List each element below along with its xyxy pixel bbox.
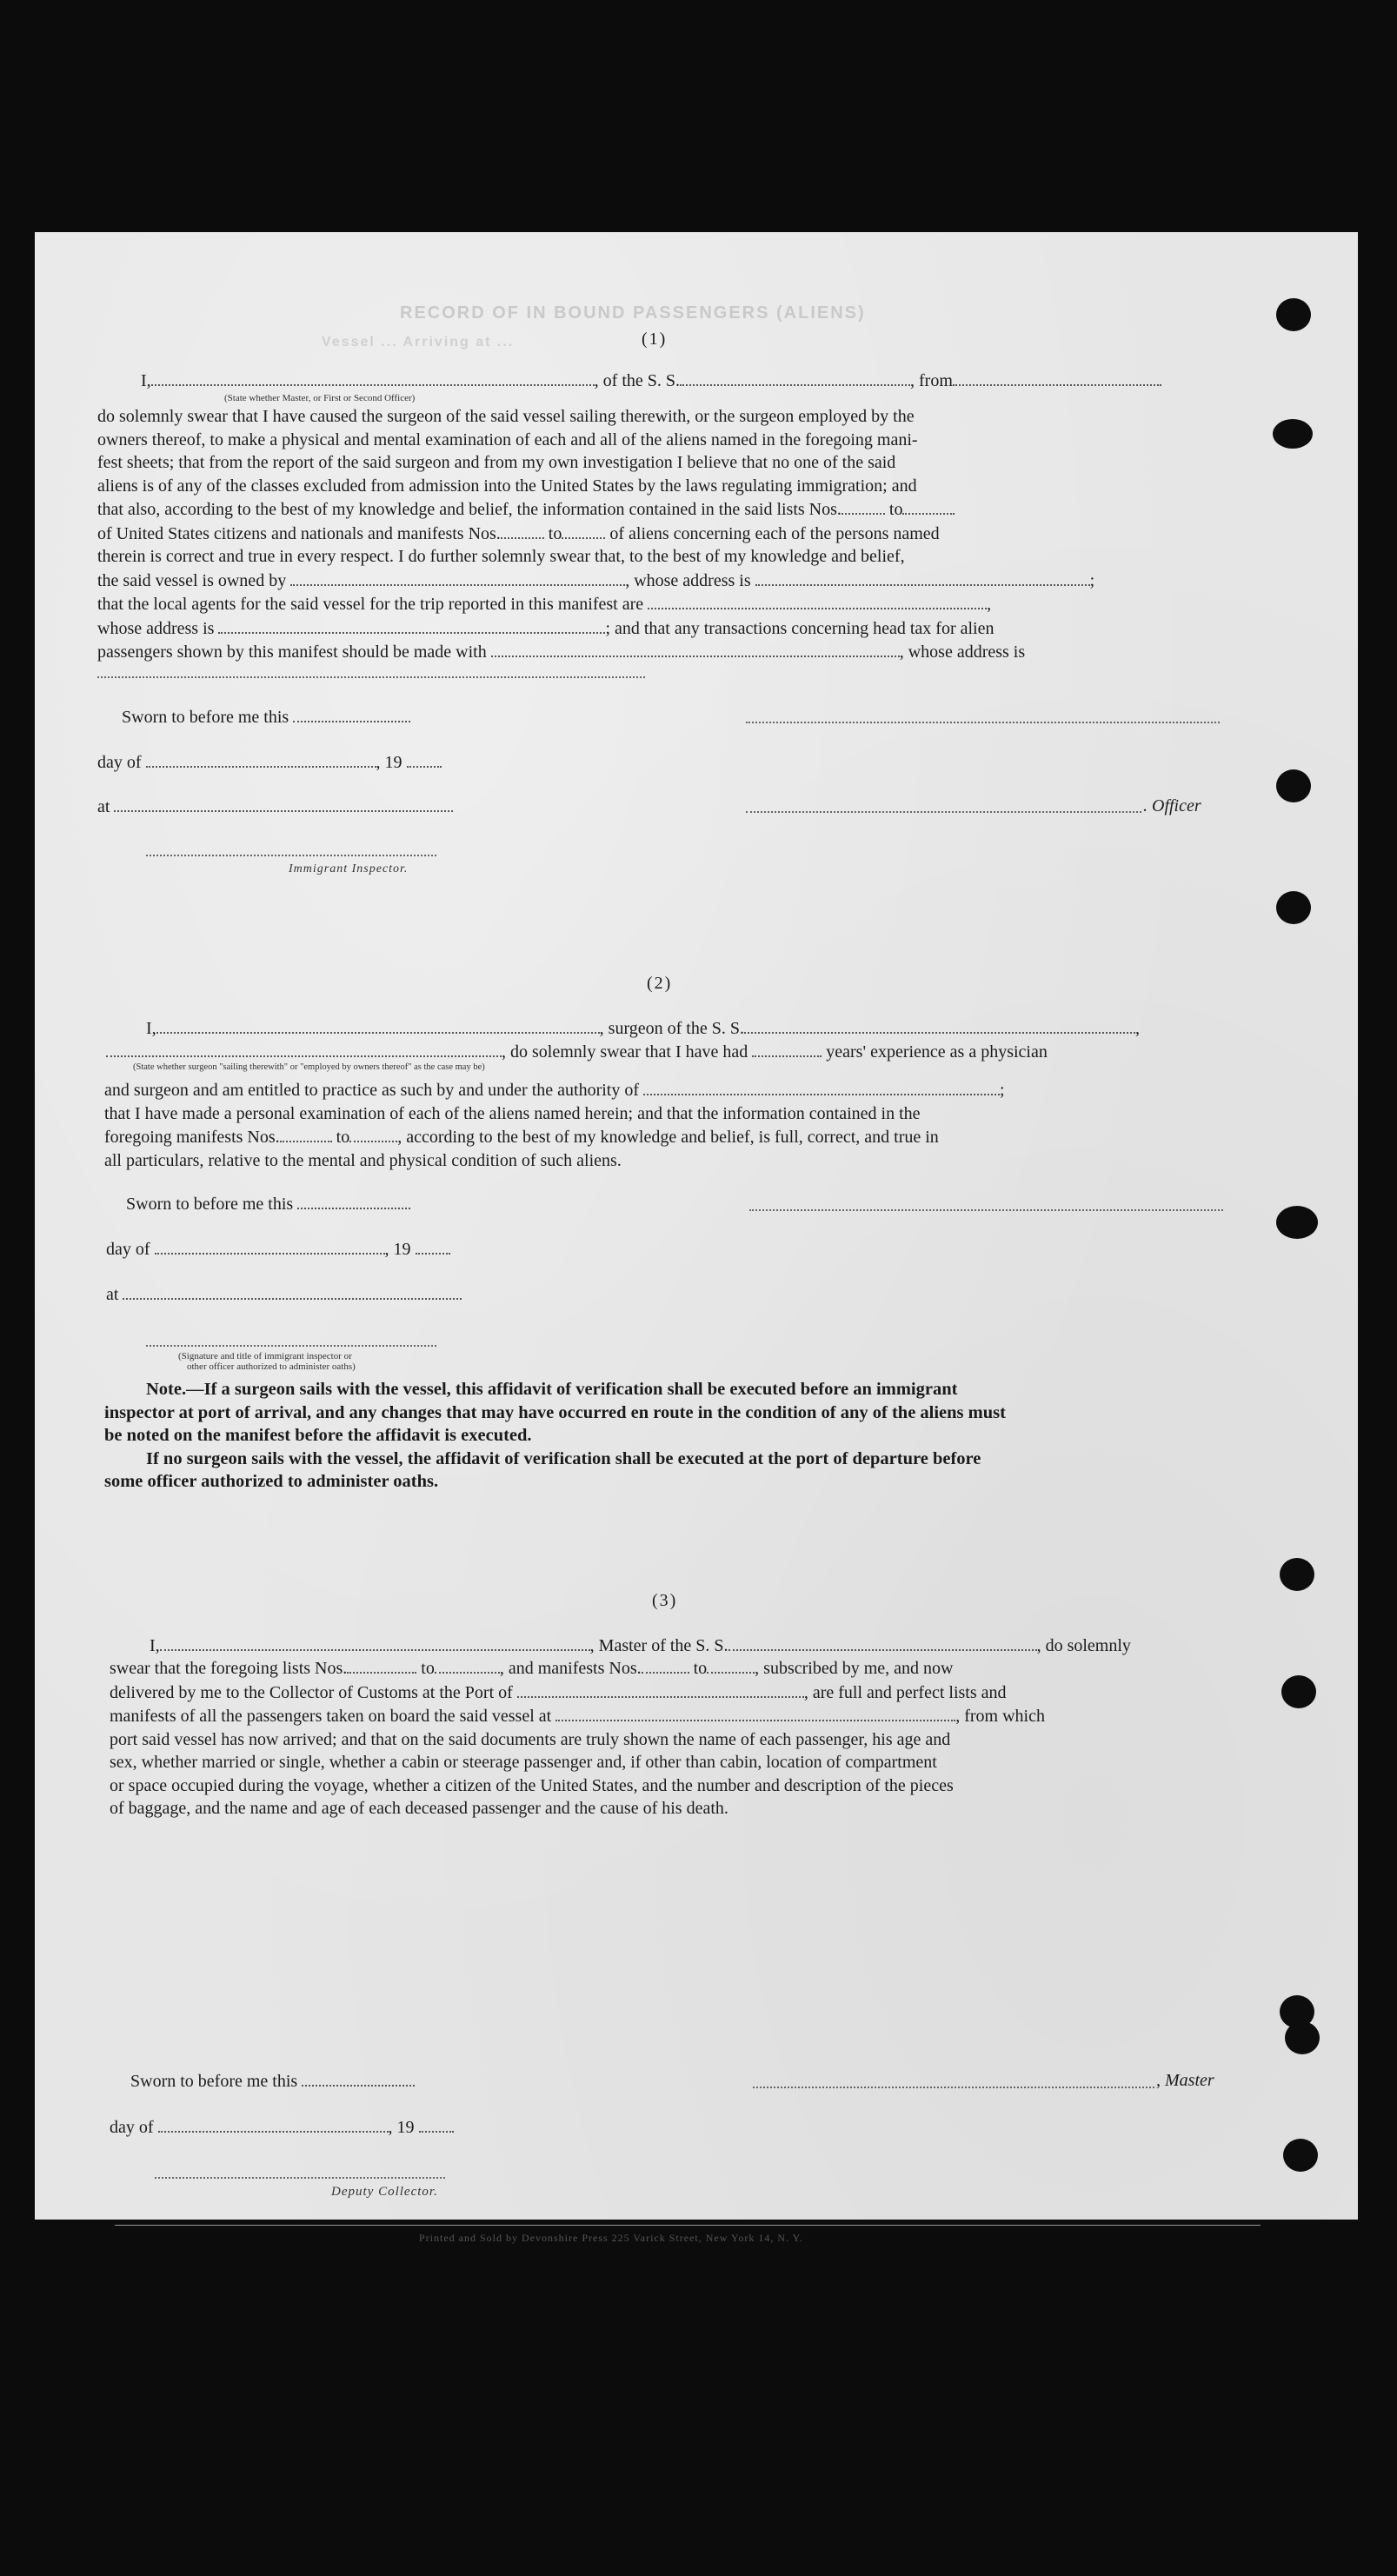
s2-note (104, 1378, 1256, 1494)
s2-p4: all particulars, relative to the mental and physical condition of such aliens. (104, 1150, 622, 1170)
s2-line2: , do solemnly swear that I have had years' experience as a physician (106, 1040, 1048, 1063)
s3-paragraph (110, 1656, 1259, 1821)
s2-note-3: be noted on the manifest before the affidavit is executed. (104, 1426, 532, 1445)
s1-line1 (141, 369, 1161, 392)
punch-hole (1280, 1558, 1314, 1591)
section-1-number: (1) (642, 329, 668, 349)
s1-p2: owners thereof, to make a physical and mental examination of each and all of the aliens named in the foregoing mani- (97, 429, 918, 449)
s2-p2: that I have made a personal examination of each of the aliens named herein; and that the information contained in the (104, 1103, 921, 1123)
s3-sworn: Sworn to before me this (130, 2069, 415, 2093)
s2-p1: and surgeon and am entitled to practice as such by and under the authority of ; (104, 1078, 1256, 1102)
s3-day: day of , 19 (110, 2115, 454, 2139)
punch-hole (1281, 1675, 1316, 1708)
s2-sworn: Sworn to before me this (126, 1192, 410, 1215)
s1-i: I, (141, 371, 151, 390)
s1-p4: aliens is of any of the classes excluded from admission into the United States by the laws regulating immigration; and (97, 476, 917, 496)
s1-officer: . Officer (1143, 796, 1201, 815)
s2-note-4: If no surgeon sails with the vessel, the affidavit of verification shall be executed at the port of departure before (146, 1448, 981, 1468)
s3-deputy: Deputy Collector. (331, 2185, 438, 2199)
s1-caption: (State whether Master, or First or Second Officer) (224, 393, 416, 403)
s2-day: day of , 19 (106, 1237, 450, 1261)
s1-sworn: Sworn to before me this (122, 705, 410, 729)
s1-p3: fest sheets; that from the report of the said surgeon and from my own investigation I believe that no one of the said (97, 453, 896, 472)
s1-p9: that the local agents for the said vessel for the trip reported in this manifest are , (97, 592, 1254, 616)
punch-hole (1276, 769, 1311, 802)
ghost-header-line2: Vessel ... Arriving at ... (322, 335, 515, 349)
section-3-number: (3) (652, 1591, 678, 1610)
punch-hole (1283, 2139, 1318, 2172)
ghost-header-line1: RECORD OF IN BOUND PASSENGERS (ALIENS) (400, 303, 866, 323)
punch-hole (1276, 891, 1311, 924)
s2-sig-caption1: (Signature and title of immigrant inspector or (178, 1351, 352, 1361)
punch-hole (1276, 298, 1311, 331)
s1-p11: passengers shown by this manifest should be made with , whose address is (97, 640, 1254, 664)
s2-caption: (State whether surgeon "sailing therewith" or "employed by owners thereof" as the case may be) (133, 1062, 485, 1072)
s2-line1: I, , surgeon of the S. S. , (146, 1016, 1140, 1040)
s3-p7: of baggage, and the name and age of each deceased passenger and the cause of his death. (110, 1799, 728, 1818)
s3-p5: sex, whether married or single, whether a cabin or steerage passenger and, if other than cabin, location of compartment (110, 1753, 937, 1772)
s1-p1: do solemnly swear that I have caused the surgeon of the said vessel sailing therewith, or the surgeon employed by the (97, 407, 915, 426)
s1-p10: whose address is ; and that any transactions concerning head tax for alien (97, 616, 1254, 641)
printer-footer: Printed and Sold by Devonshire Press 225 Varick Street, New York 14, N. Y. (419, 2232, 803, 2244)
s2-note-2: inspector at port of arrival, and any changes that may have occurred en route in the condition of any of the aliens must (104, 1402, 1006, 1422)
s1-p7: therein is correct and true in every respect. I do further solemnly swear that, to the best of my knowledge and belief, (97, 547, 905, 566)
section-2-number: (2) (647, 974, 673, 993)
s3-line1: I, , Master of the S. S. , do solemnly (150, 1634, 1131, 1657)
s2-at: at (106, 1282, 462, 1306)
manifest-affidavit-page (35, 232, 1358, 2244)
s3-p2: delivered by me to the Collector of Customs at the Port of , are full and perfect lists and (110, 1681, 1259, 1705)
s1-from: , from (910, 371, 953, 390)
s3-p4: port said vessel has now arrived; and that on the said documents are truly shown the name of each passenger, his age and (110, 1729, 951, 1749)
punch-hole (1285, 2021, 1320, 2054)
s1-inspector: Immigrant Inspector. (289, 862, 409, 875)
s1-of-ss: , of the S. S. (594, 371, 681, 390)
footer-rule (115, 2225, 1261, 2226)
s2-paragraph (104, 1078, 1256, 1172)
s3-p6: or space occupied during the voyage, whether a citizen of the United States, and the number and description of the pieces (110, 1775, 954, 1795)
punch-hole (1273, 419, 1313, 449)
punch-hole (1276, 1206, 1318, 1239)
s3-master: , Master (1156, 2071, 1214, 2090)
s2-note-1: Note.—If a surgeon sails with the vessel, this affidavit of verification shall be executed before an immigrant (146, 1380, 958, 1399)
s1-day: day of , 19 (97, 750, 442, 774)
s1-p6: of United States citizens and nationals and manifests Nos. to of aliens concerning each of the persons named (97, 522, 1254, 546)
s1-p5: that also, according to the best of my knowledge and belief, the information contained in the said lists Nos. to (97, 497, 1254, 522)
s3-p3: manifests of all the passengers taken on board the said vessel at , from which (110, 1704, 1259, 1728)
s3-p1: swear that the foregoing lists Nos. to , and manifests Nos. to , subscribed by me, and now (110, 1656, 1259, 1681)
s1-p8: the said vessel is owned by , whose address is ; (97, 569, 1254, 593)
s1-at: at (97, 795, 453, 818)
s2-p3: foregoing manifests Nos. to , according to the best of my knowledge and belief, is full, correct, and true in (104, 1125, 1256, 1149)
s2-sig-caption2: other officer authorized to administer oaths) (187, 1361, 356, 1372)
s1-paragraph (97, 405, 1254, 664)
s2-note-5: some officer authorized to administer oaths. (104, 1472, 439, 1491)
